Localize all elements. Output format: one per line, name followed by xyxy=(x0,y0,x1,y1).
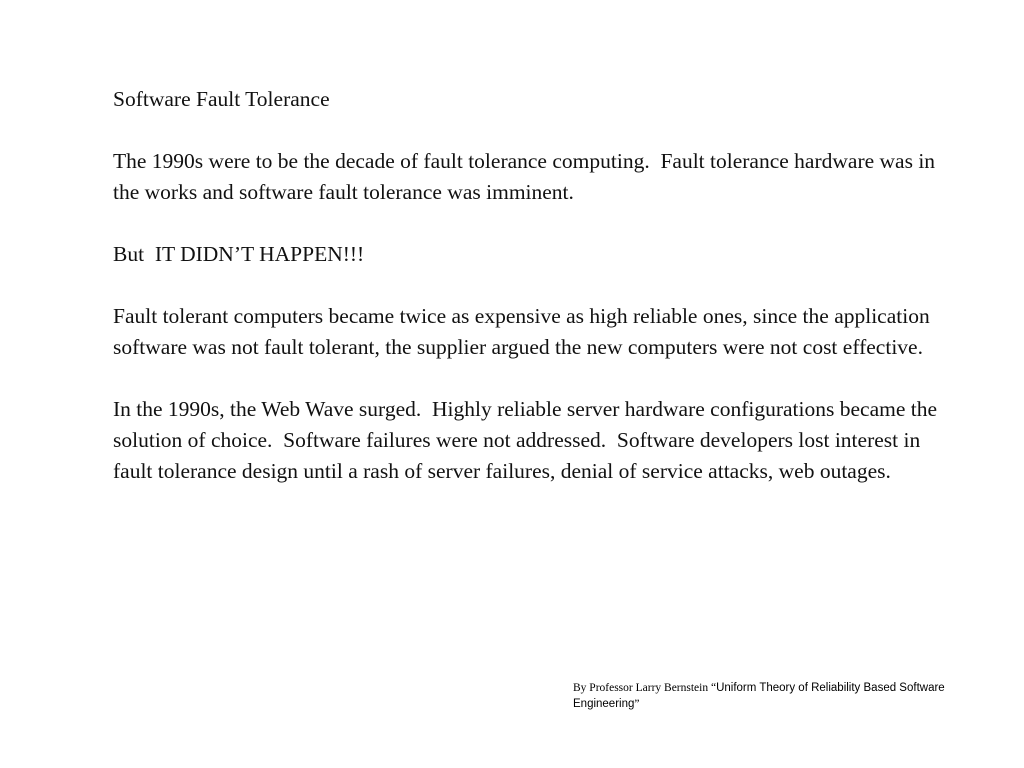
footer-work-title: Uniform Theory of Reliability Based Software Engineering xyxy=(573,682,945,710)
paragraph-fault-tolerance-decade: The 1990s were to be the decade of fault tolerance computing. Fault tolerance hardware was in the works and software fault tolerance was imminent. xyxy=(113,149,941,204)
paragraph-web-wave: In the 1990s, the Web Wave surged. Highly reliable server hardware configurations became the solution of choice. Software failures were not addressed. Software developers lost interest in fault tolerance design until a rash of server failures, denial of service attacks, web outages. xyxy=(113,397,943,483)
footer-close-quote: ” xyxy=(634,698,640,710)
footer-author: By Professor Larry Bernstein “ xyxy=(573,682,717,694)
slide-body xyxy=(113,84,953,518)
slide-title: Software Fault Tolerance xyxy=(113,87,330,111)
paragraph-cost: Fault tolerant computers became twice as expensive as high reliable ones, since the application software was not fault tolerant, the supplier argued the new computers were not cost effective. xyxy=(113,304,936,359)
paragraph-didnt-happen: But IT DIDN’T HAPPEN!!! xyxy=(113,242,365,266)
attribution-footer xyxy=(573,680,1003,712)
